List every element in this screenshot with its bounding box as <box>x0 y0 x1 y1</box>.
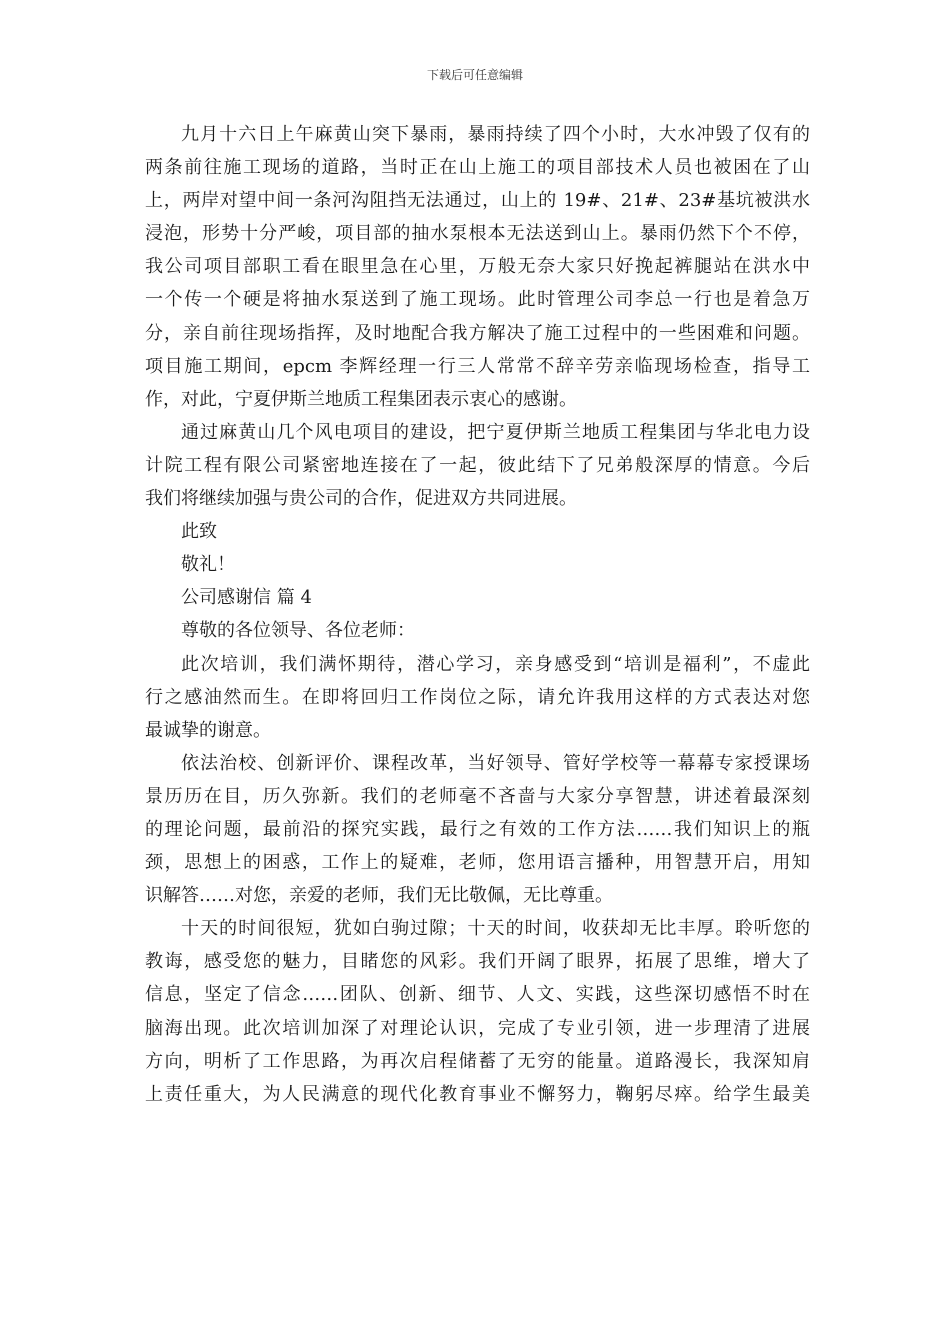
text-line: 通过麻黄山几个风电项目的建设，把宁夏伊斯兰地质工程集团与华北电力设 <box>181 421 810 443</box>
text-line: 九月十六日上午麻黄山突下暴雨，暴雨持续了四个小时，大水冲毁了仅有的 <box>181 124 810 145</box>
text-line: 敬礼！ <box>181 554 235 576</box>
text-line: 行之感油然而生。在即将回归工作岗位之际，请允许我用这样的方式表达对您 <box>145 686 810 708</box>
text-line: 一个传一个硬是将抽水泵送到了施工现场。此时管理公司李总一行也是着急万 <box>145 289 810 311</box>
text-line: 信息，坚定了信念……团队、创新、细节、人文、实践，这些深切感悟不时在 <box>145 984 810 1006</box>
text-line: 方向，明析了工作思路，为再次启程储蓄了无穷的能量。道路漫长，我深知肩 <box>145 1050 810 1072</box>
text-line: 上责任重大，为人民满意的现代化教育事业不懈努力，鞠躬尽瘁。给学生最美 <box>145 1083 810 1105</box>
text-line: 公司感谢信 篇 4 <box>181 587 312 609</box>
document-body <box>145 118 810 1111</box>
text-line: 的理论问题，最前沿的探究实践，最行之有效的工作方法……我们知识上的瓶 <box>145 818 810 840</box>
text-line: 颈，思想上的困惑，工作上的疑难，老师，您用语言播种，用智慧开启，用知 <box>145 852 810 874</box>
page-header: 下载后可任意编辑 <box>426 68 523 82</box>
text-line: 识解答……对您，亲爱的老师，我们无比敬佩，无比尊重。 <box>145 885 613 907</box>
text-line: 我们将继续加强与贵公司的合作，促进双方共同进展。 <box>145 488 577 510</box>
text-line: 计院工程有限公司紧密地连接在了一起，彼此结下了兄弟般深厚的情意。今后 <box>145 454 810 476</box>
text-line: 分，亲自前往现场指挥，及时地配合我方解决了施工过程中的一些困难和问题。 <box>145 322 810 344</box>
text-line: 此次培训，我们满怀期待，潜心学习，亲身感受到“培训是福利”，不虚此 <box>181 653 810 675</box>
text-line: 此致 <box>181 521 217 543</box>
text-line: 浸泡，形势十分严峻，项目部的抽水泵根本无法送到山上。暴雨仍然下个不停， <box>145 223 810 245</box>
text-line: 教诲，感受您的魅力，目睹您的风彩。我们开阔了眼界，拓展了思维，增大了 <box>145 951 810 973</box>
text-line: 最诚挚的谢意。 <box>145 719 271 741</box>
text-line: 依法治校、创新评价、课程改革，当好领导、管好学校等一幕幕专家授课场 <box>181 752 810 774</box>
text-line: 作，对此，宁夏伊斯兰地质工程集团表示衷心的感谢。 <box>145 388 577 410</box>
text-line: 景历历在目，历久弥新。我们的老师毫不吝啬与大家分享智慧，讲述着最深刻 <box>145 785 810 807</box>
text-line: 项目施工期间，epcm 李辉经理一行三人常常不辞辛劳亲临现场检查，指导工 <box>145 355 810 377</box>
text-line: 上，两岸对望中间一条河沟阻挡无法通过，山上的 19#、21#、23#基坑被洪水 <box>145 190 810 212</box>
text-line: 十天的时间很短，犹如白驹过隙；十天的时间，收获却无比丰厚。聆听您的 <box>181 918 810 940</box>
text-line: 我公司项目部职工看在眼里急在心里，万般无奈大家只好挽起裤腿站在洪水中 <box>145 256 810 278</box>
text-line: 两条前往施工现场的道路，当时正在山上施工的项目部技术人员也被困在了山 <box>145 157 810 179</box>
text-line: 脑海出现。此次培训加深了对理论认识，完成了专业引领，进一步理清了进展 <box>145 1017 810 1039</box>
text-line: 尊敬的各位领导、各位老师： <box>181 620 415 642</box>
